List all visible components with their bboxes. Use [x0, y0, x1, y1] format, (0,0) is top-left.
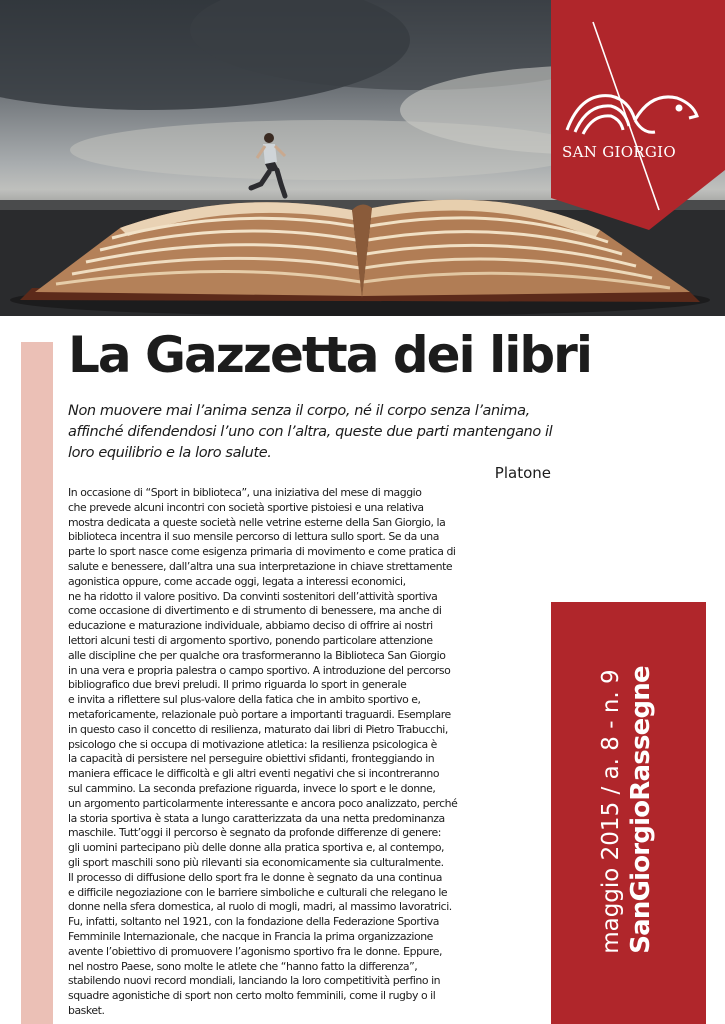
body-line: e difficile negoziazione con le barriere simboliche e culturali che relegano le [68, 885, 448, 899]
body-line: psicologo che si occupa di motivazione atletica: la resilienza psicologica è [68, 737, 437, 751]
body-line: maschile. Tutt’oggi il percorso è segnato da profonde differenze di genere: [68, 826, 441, 840]
body-line: In occasione di “Sport in biblioteca”, una iniziativa del mese di maggio [68, 486, 422, 499]
body-line: un argomento particolarmente interessante e ancora poco analizzato, perché [68, 796, 458, 810]
body-line: come occasione di divertimento e di strumento di benessere, ma anche di [68, 604, 442, 618]
article-body [68, 486, 552, 1019]
body-line: in una vera e propria palestra o campo sportivo. A introduzione del percorso [68, 663, 451, 677]
body-line: alle discipline che per qualche ora trasformeranno la Biblioteca San Giorgio [68, 648, 446, 662]
body-line: basket. [68, 1003, 105, 1017]
body-line: avente l’obiettivo di promuovere l’agonismo sportivo fra le donne. Eppure, [68, 944, 443, 958]
body-line: Fu, infatti, soltanto nel 1921, con la fondazione della Federazione Sportiva [68, 915, 439, 929]
body-line: mostra dedicata a queste società nelle vetrine esterne della San Giorgio, la [68, 515, 446, 529]
body-line: Femminile Internazionale, che nacque in Francia la prima organizzazione [68, 929, 433, 943]
body-line: donne nella sfera domestica, al ruolo di mogli, madri, al massimo lavoratrici. [68, 900, 452, 914]
logo-ribbon [551, 0, 725, 230]
body-line: lettori alcuni testi di argomento sportivo, ponendo particolare attenzione [68, 633, 433, 647]
quote-text: Non muovere mai l’anima senza il corpo, né il corpo senza l’anima, affinché difendendosi l’uno con l’altra, queste due parti mantengano il loro equilibrio e la loro salute. [68, 403, 553, 461]
body-line: biblioteca incentra il suo mensile percorso di lettura sullo sport. Se da una [68, 530, 439, 544]
body-line: in questo caso il concetto di resilienza, maturato dai libri di Pietro Trabucchi, [68, 722, 448, 736]
body-line: metaforicamente, relazionale può portare a importanti traguardi. Esemplare [68, 707, 451, 721]
logo-text: SAN GIORGIO [562, 143, 677, 161]
body-line: nel nostro Paese, sono molte le atlete che “hanno fatto la differenza”, [68, 959, 418, 973]
body-line: ne ha ridotto il valore positivo. Da convinti sostenitori dell’attività sportiva [68, 589, 438, 603]
body-line: maniera efficace le difficoltà e gli altri eventi negativi che si incontreranno [68, 767, 440, 781]
issue-series-name: SanGiorgioRassegne [626, 666, 657, 954]
quote-author: Platone [494, 464, 551, 482]
body-line: parte lo sport nasce come esigenza primaria di movimento e come pratica di [68, 545, 456, 559]
body-line: stabilendo nuovi record mondiali, lanciando la loro competitività perfino in [68, 974, 441, 988]
body-line: gli uomini partecipano più delle donne alla pratica sportiva e, al contempo, [68, 841, 445, 855]
body-line: agonistica oppure, come accade oggi, legata a interessi economici, [68, 574, 406, 588]
body-line: gli sport maschili sono più rilevanti sia economicamente sia culturalmente. [68, 855, 444, 869]
body-line: Il processo di diffusione dello sport fra le donne è segnato da una continua [68, 870, 442, 884]
decorative-side-bar [21, 342, 53, 1024]
body-line: squadre agonistiche di sport non certo molto femminili, come il rugby o il [68, 989, 436, 1003]
issue-label [552, 610, 702, 1010]
body-line: la capacità di persistere nel perseguire obiettivi sfidanti, fronteggiando in [68, 752, 435, 766]
body-line: salute e benessere, dall’altra una sua interpretazione in chiave strettamente [68, 559, 453, 573]
body-line: sul cammino. La seconda prefazione riguarda, invece lo sport e le donne, [68, 781, 436, 795]
body-line: e invita a riflettere sul plus-valore della fatica che in ambito sportivo e, [68, 693, 421, 707]
page-title: La Gazzetta dei libri [68, 326, 591, 384]
body-line: la storia sportiva è stata a lungo caratterizzata da una netta predominanza [68, 811, 445, 825]
body-line: che prevede alcuni incontri con società sportive pistoiesi e una relativa [68, 500, 424, 514]
body-line: bibliografico due brevi preludi. Il primo riguarda lo sport in generale [68, 678, 407, 692]
body-line: educazione e maturazione individuale, abbiamo deciso di offrire ai nostri [68, 619, 433, 633]
issue-date: maggio 2015 / a. 8 - n. 9 [598, 669, 625, 954]
